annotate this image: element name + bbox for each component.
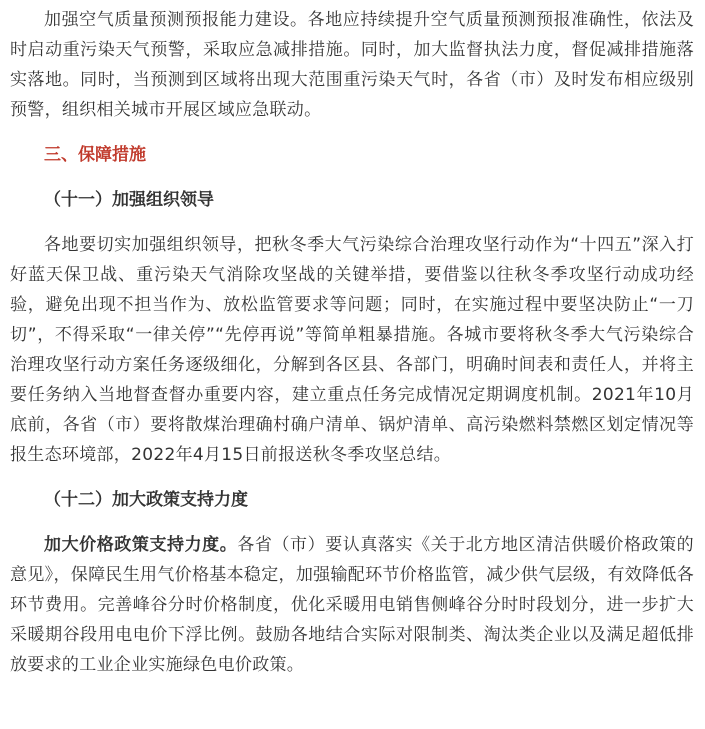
- paragraph-lead: 加大价格政策支持力度。: [44, 535, 238, 555]
- paragraph-forecast: 加强空气质量预测预报能力建设。各地应持续提升空气质量预测预报准确性，依法及时启动重污染天气预警，采取应急减排措施。同时，加大监督执法力度，督促减排措施落实落地。同时，当预测到区域将出现大范围重污染天气时，各省（市）及时发布相应级别预警，组织相关城市开展区域应急联动。: [10, 10, 694, 120]
- article-body: [10, 5, 694, 695]
- subsection-title-policy: （十二）加大政策支持力度: [44, 490, 248, 510]
- paragraph-price-policy: [10, 530, 694, 680]
- subsection-title-organization: （十一）加强组织领导: [44, 190, 214, 210]
- paragraph-body: 各省（市）要认真落实《关于北方地区清洁供暖价格政策的意见》，保障民生用气价格基本稳定，加强输配环节价格监管，减少供气层级，有效降低各环节费用。完善峰谷分时价格制度，优化采暖用电销售侧峰谷分时时段划分，进一步扩大采暖期谷段用电电价下浮比例。鼓励各地结合实际对限制类、淘汰类企业以及满足超低排放要求的工业企业实施绿色电价政策。: [10, 535, 694, 675]
- section-title: 三、保障措施: [44, 145, 146, 165]
- paragraph-organization: 各地要切实加强组织领导，把秋冬季大气污染综合治理攻坚行动作为“十四五”深入打好蓝天保卫战、重污染天气消除攻坚战的关键举措，要借鉴以往秋冬季攻坚行动成功经验，避免出现不担当作为、放松监管要求等问题；同时，在实施过程中要坚决防止“一刀切”，不得采取“一律关停”“先停再说”等简单粗暴措施。各城市要将秋冬季大气污染综合治理攻坚行动方案任务逐级细化，分解到各区县、各部门，明确时间表和责任人，并将主要任务纳入当地督查督办重要内容，建立重点任务完成情况定期调度机制。2021年10月底前，各省（市）要将散煤治理确村确户清单、锅炉清单、高污染燃料禁燃区划定情况等报生态环境部，2022年4月15日前报送秋冬季攻坚总结。: [10, 235, 694, 465]
